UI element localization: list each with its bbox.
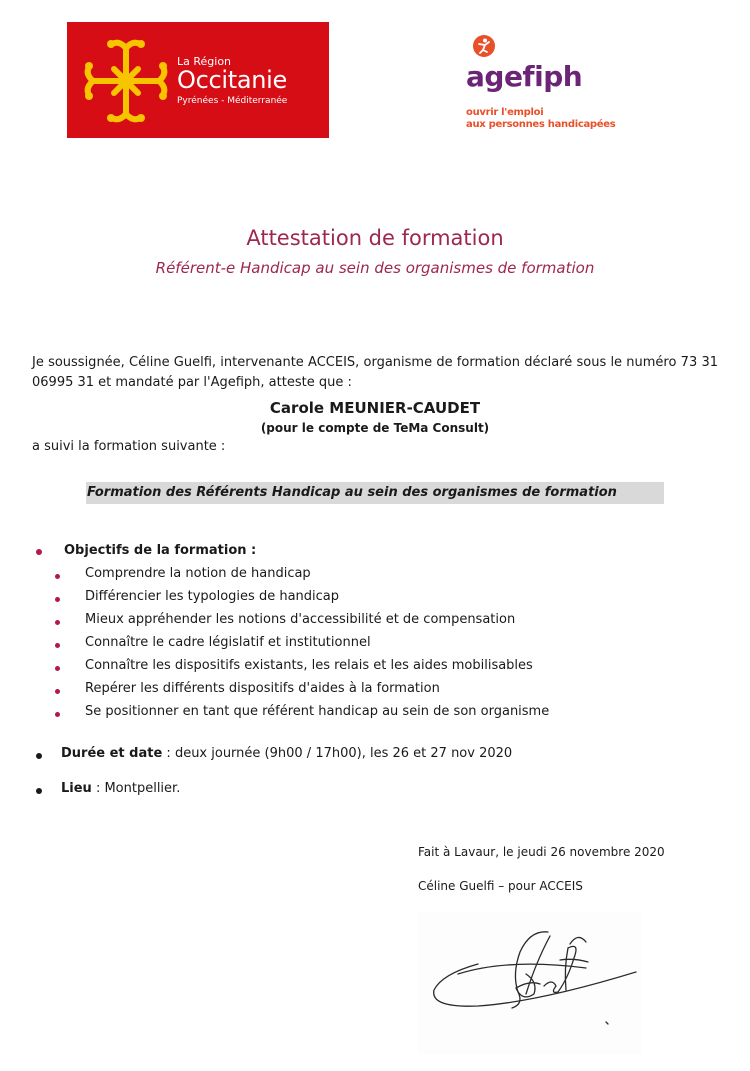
place-date: Fait à Lavaur, le jeudi 26 novembre 2020	[418, 845, 665, 859]
document-subtitle: Référent-e Handicap au sein des organismes de formation	[155, 259, 595, 277]
objective-bullet	[55, 620, 60, 625]
objective-bullet	[55, 574, 60, 579]
formation-title: Formation des Référents Handicap au sein des organismes de formation	[86, 482, 664, 504]
occitan-cross-icon	[81, 36, 171, 126]
agefiph-tagline-2: aux personnes handicapées	[466, 119, 616, 130]
objective-item: Mieux appréhender les notions d'accessibilité et de compensation	[85, 612, 516, 627]
occitanie-logo	[67, 22, 329, 138]
objective-item: Différencier les typologies de handicap	[85, 589, 340, 604]
objective-bullet	[55, 689, 60, 694]
objective-item: Connaître le cadre législatif et institutionnel	[85, 635, 371, 650]
agefiph-wordmark: agefiph	[466, 60, 583, 93]
followed-text: a suivi la formation suivante :	[32, 439, 226, 454]
objective-bullet	[55, 666, 60, 671]
occitanie-line2: Occitanie	[177, 66, 288, 94]
objectives-heading	[64, 543, 256, 558]
objective-item: Se positionner en tant que référent handicap au sein de son organisme	[85, 704, 550, 719]
location-label: Lieu	[61, 781, 92, 796]
signer-line: Céline Guelfi – pour ACCEIS	[418, 879, 583, 893]
objective-bullet	[55, 712, 60, 717]
objective-item: Connaître les dispositifs existants, les relais et les aides mobilisables	[85, 658, 533, 673]
occitanie-line1: La Région	[177, 55, 232, 68]
duration-bullet	[36, 753, 42, 759]
duration-label: Durée et date	[61, 746, 163, 761]
objectives-bullet	[36, 549, 42, 555]
intro-paragraph: Je soussignée, Céline Guelfi, intervenante ACCEIS, organisme de formation déclaré sous le numéro 73 31 06995 31 et mandaté par l'Agefiph, atteste que :	[32, 355, 718, 390]
objective-item: Comprendre la notion de handicap	[85, 566, 311, 581]
objective-bullet	[55, 597, 60, 602]
participant-account: (pour le compte de TeMa Consult)	[260, 421, 490, 435]
agefiph-logo	[466, 30, 626, 130]
participant-name: Carole MEUNIER-CAUDET	[269, 399, 481, 417]
document-title: Attestation de formation	[246, 226, 504, 250]
objective-bullet	[55, 643, 60, 648]
duration-line	[61, 746, 512, 761]
location-bullet	[36, 788, 42, 794]
agefiph-person-icon	[472, 34, 496, 58]
location-line	[61, 781, 180, 796]
agefiph-tagline-1: ouvrir l'emploi	[466, 107, 544, 118]
duration-value: : deux journée (9h00 / 17h00), les 26 et 27 nov 2020	[162, 746, 513, 761]
objective-item: Repérer les différents dispositifs d'aides à la formation	[85, 681, 440, 696]
handwritten-signature	[418, 912, 642, 1054]
objectives-label: Objectifs de la formation	[64, 543, 247, 558]
signature	[418, 912, 642, 1054]
objectives-colon: :	[246, 543, 257, 558]
occitanie-line3: Pyrénées - Méditerranée	[177, 96, 288, 106]
location-value: : Montpellier.	[91, 781, 181, 796]
